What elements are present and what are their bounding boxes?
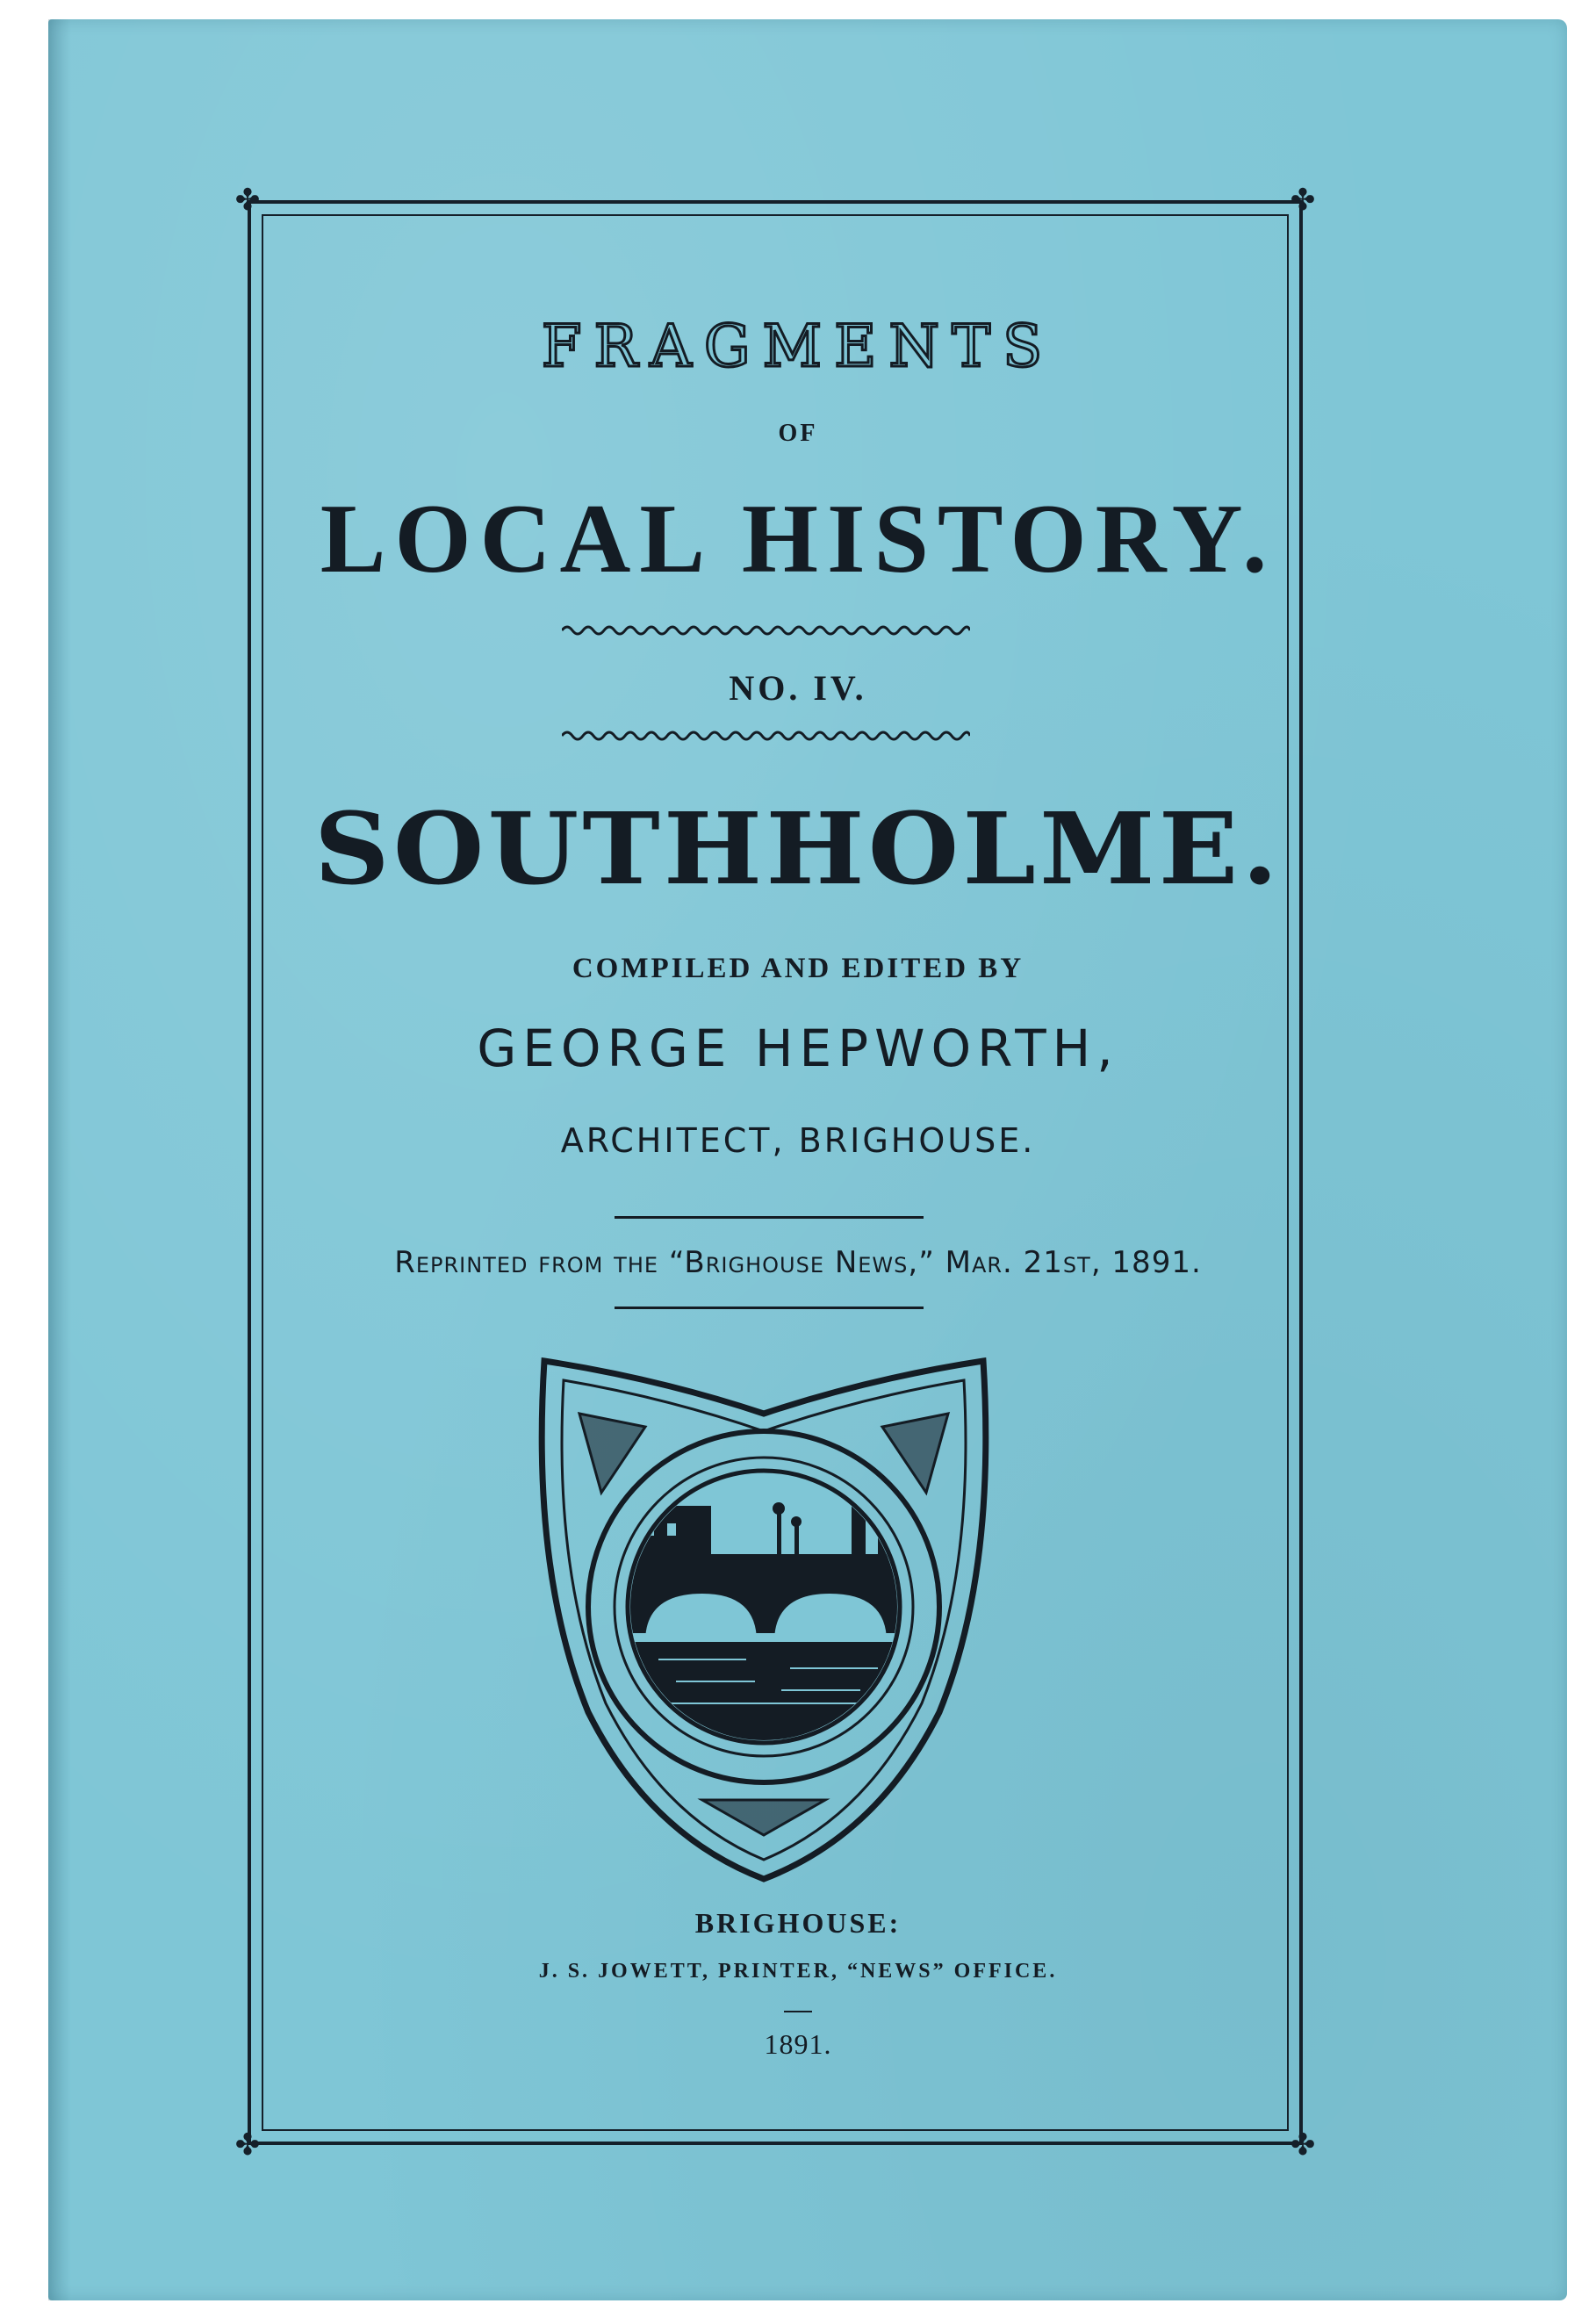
wavy-rule-top [562, 622, 970, 639]
corner-ornament-bottom-right: ✤ [1290, 2127, 1316, 2163]
series-of: OF [778, 420, 818, 447]
imprint-year: 1891. [764, 2028, 832, 2060]
imprint-place: BRIGHOUSE: [694, 1907, 902, 1939]
reprint-note: Reprinted from the “Brighouse News,” Mar. 21st, 1891. [394, 1245, 1202, 1280]
issue-number: NO. IV. [729, 668, 867, 708]
author-name: GEORGE HEPWORTH, [477, 1019, 1119, 1078]
corner-ornament-bottom-left: ✤ [234, 2127, 261, 2163]
pamphlet-title: SOUTHHOLME. [313, 792, 1283, 907]
rule-below-reprint [615, 1307, 924, 1309]
corner-ornament-top-right: ✤ [1290, 183, 1316, 218]
wavy-rule-bottom [562, 727, 970, 745]
series-subtitle: LOCAL HISTORY. [320, 485, 1276, 594]
compiled-by-line: COMPILED AND EDITED BY [572, 953, 1024, 984]
rule-above-reprint [615, 1216, 924, 1219]
series-title: FRAGMENTS [541, 313, 1055, 380]
imprint-printer: J. S. JOWETT, PRINTER, “NEWS” OFFICE. [538, 1960, 1058, 1983]
brighouse-bridge-crest-icon [527, 1343, 1001, 1888]
author-role: ARCHITECT, BRIGHOUSE. [560, 1121, 1036, 1160]
corner-ornament-top-left: ✤ [234, 183, 261, 218]
imprint-dash [784, 2011, 812, 2012]
